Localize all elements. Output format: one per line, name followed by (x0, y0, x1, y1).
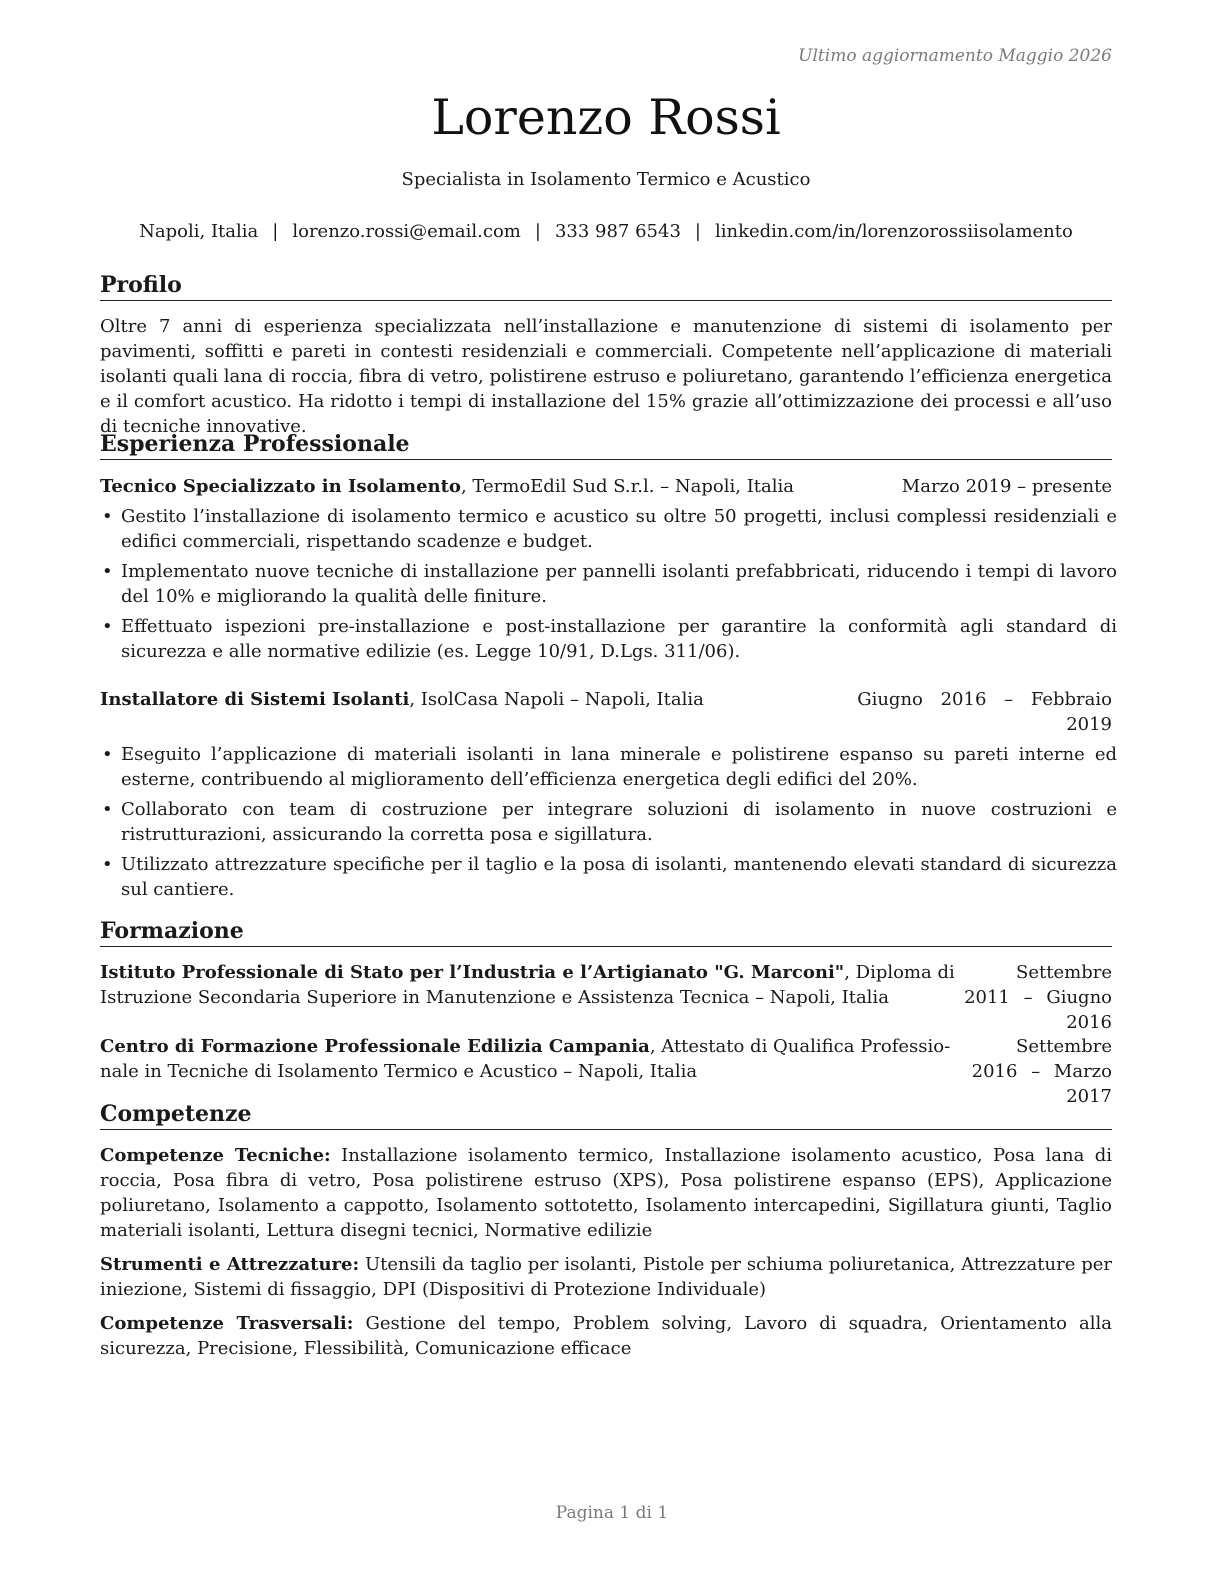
list-item: • Effettuato ispezioni pre-installazione e post-installazione per garantire la conformità agli standard di sicurezza e alle normative edilizie (es. Legge 10/91, D.Lgs. 311/06). (102, 616, 1117, 662)
skills-label: Competenze Tecniche: (100, 1145, 331, 1166)
job-company: , TermoEdil Sud S.r.l. – Napoli, Italia (460, 476, 795, 497)
contact-separator: | (272, 221, 279, 242)
contact-line (100, 219, 1112, 244)
job-dates: Marzo 2019 – presente (901, 476, 1112, 497)
section-heading-profile: Profilo (100, 271, 1112, 301)
list-item: • Eseguito l’applicazione di materiali isolanti in lana minerale e polistirene espanso su pareti interne ed esterne, contribuendo al miglioramento dell’efficienza energetica degli edifici del 20%. (102, 744, 1117, 790)
education-dates: Settembre 2016 – Marzo 2017 (962, 1034, 1112, 1109)
skills-group (100, 1252, 1112, 1302)
skills-group (100, 1143, 1112, 1243)
contact-phone: 333 987 6543 (554, 221, 681, 242)
list-item: • Gestito l’installazione di isolamento termico e acustico su oltre 50 progetti, inclusi complessi residenziali e edifici commerciali, rispettando scadenze e budget. (102, 506, 1117, 552)
job-bullets (100, 504, 1117, 669)
list-item: • Implementato nuove tecniche di installazione per pannelli isolanti prefabbricati, riducendo i tempi di lavoro del 10% e migliorando la qualità delle finiture. (102, 561, 1117, 607)
skills-text: Installazione isolamento termico, Installazione isolamento acustico, Posa lana di roccia, Posa fibra di vetro, Posa polistirene estruso (XPS), Posa polistirene espanso (EPS), Applicazione poliuretano, Isolamento a cappotto, Isolamento sottotetto, Isolamento intercapedini, Sigillatura giunti, Taglio materiali isolanti, Lettura disegni tecnici, Normative edilizie (100, 1145, 1112, 1241)
job-company: , IsolCasa Napoli – Napoli, Italia (409, 689, 704, 710)
job-dates: Giugno 2016 – Febbraio 2019 (857, 689, 1112, 735)
profile-text: Oltre 7 anni di esperienza specializzata nell’installazione e manutenzione di sistemi di isolamento per pavimenti, soffitti e pareti in contesti residenziali e commerciali. Competente nell’applicazione di materiali isolanti quali lana di roccia, fibra di vetro, polistirene estruso e poliuretano, garantendo l’efficienza energetica e il comfort acustico. Ha ridotto i tempi di installazione del 15% grazie all’ottimizzazione dei processi e all’uso di tecniche innovative. (100, 316, 1112, 437)
skills-label: Competenze Trasversali: (100, 1313, 354, 1334)
contact-separator: | (694, 221, 701, 242)
contact-linkedin[interactable]: linkedin.com/in/lorenzorossiisolamento (714, 221, 1073, 242)
section-heading-skills: Competenze (100, 1100, 1112, 1130)
contact-location: Napoli, Italia (139, 221, 259, 242)
job-header (100, 687, 1112, 737)
skills-text: Gestione del tempo, Problem solving, Lavoro di squadra, Orientamento alla sicurezza, Precisione, Flessibilità, Comunicazione efficace (100, 1313, 1112, 1359)
candidate-title: Specialista in Isolamento Termico e Acustico (401, 169, 811, 190)
skills-text: Utensili da taglio per isolanti, Pistole per schiuma poliuretanica, Attrezzature per iniezione, Sistemi di fissaggio, DPI (Dispositivi di Protezione Individuale) (100, 1254, 1112, 1300)
job-role: Installatore di Sistemi Isolanti (100, 689, 410, 710)
job-role: Tecnico Specializzato in Isolamento (100, 476, 461, 497)
skills-group (100, 1311, 1112, 1361)
education-item: Centro di Formazione Professionale Edilizia Campania, Attestato di Qualifica Professio- nale in Tecniche di Isolamento Termico e Acustico – Napoli, Italia Settembre 2016 – Marzo 2017 (100, 1036, 1112, 1107)
section-heading-education: Formazione (100, 917, 1112, 947)
candidate-name: Lorenzo Rossi (431, 89, 781, 146)
list-item: • Collaborato con team di costruzione per integrare soluzioni di isolamento in nuove costruzioni e ristrutturazioni, assicurando la corretta posa e sigillatura. (102, 799, 1117, 845)
page-number: Pagina 1 di 1 (555, 1503, 669, 1523)
last-updated: Ultimo aggiornamento Maggio 2026 (798, 46, 1112, 66)
section-heading-experience: Esperienza Professionale (100, 430, 1112, 460)
education-dates: Settembre 2011 – Giugno 2016 (962, 960, 1112, 1035)
contact-email[interactable]: lorenzo.rossi@email.com (292, 221, 521, 242)
list-item: • Utilizzato attrezzature specifiche per il taglio e la posa di isolanti, mantenendo elevati standard di sicurezza sul cantiere. (102, 854, 1117, 900)
education-item: Istituto Professionale di Stato per l’Industria e l’Artigianato "G. Marconi", Diploma di Istruzione Secondaria Superiore in Manutenzione e Assistenza Tecnica – Napoli, Italia Settembre 2011 – Giugno 2016 (100, 962, 1112, 1033)
job-header (100, 474, 1112, 499)
job-bullets (100, 742, 1117, 907)
education-school: Centro di Formazione Professionale Edilizia Campania (100, 1036, 650, 1057)
education-school: Istituto Professionale di Stato per l’Industria e l’Artigianato "G. Marconi" (100, 962, 845, 983)
skills-label: Strumenti e Attrezzature: (100, 1254, 360, 1275)
contact-separator: | (534, 221, 541, 242)
